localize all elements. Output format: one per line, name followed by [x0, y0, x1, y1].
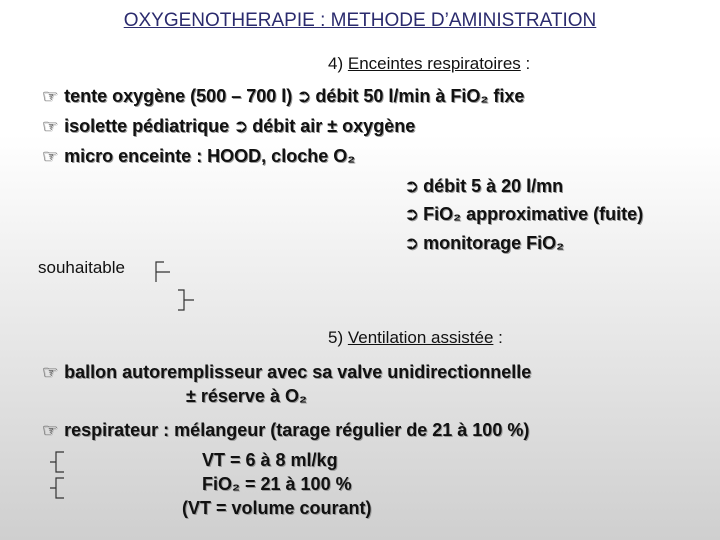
section-5-suffix: :: [498, 328, 503, 347]
pointing-hand-icon: ☞: [42, 362, 59, 383]
item-reserve-o2: ± réserve à O₂: [186, 386, 307, 406]
pointing-hand-icon: ☞: [42, 116, 59, 137]
section-4-label: Enceintes respiratoires: [347, 54, 521, 73]
right-arrow-icon: ➲: [296, 86, 312, 107]
brace-mark: [48, 450, 62, 472]
section-5-number: 5): [328, 328, 344, 347]
right-arrow-icon: ➲: [404, 204, 420, 225]
right-arrow-icon: ➲: [404, 233, 420, 254]
respirateur-detail-note: (VT = volume courant): [182, 498, 372, 518]
brace-mark: [176, 288, 190, 310]
item-micro-enceinte: ☞ micro enceinte : HOOD, cloche O₂: [42, 146, 356, 167]
respirateur-detail-fio2: FiO₂ = 21 à 100 %: [202, 474, 352, 494]
page-title: OXYGENOTHERAPIE : METHODE D’AMINISTRATION: [123, 10, 597, 31]
brace-mark: [48, 476, 62, 498]
right-arrow-icon: ➲: [404, 176, 420, 197]
item-tente-oxygene: ☞ tente oxygène (500 – 700 l) ➲ débit 50 l/min à FiO₂ fixe: [42, 86, 525, 107]
respirateur-detail-vt: VT = 6 à 8 ml/kg: [202, 450, 338, 470]
souhaitable-label: souhaitable: [38, 258, 125, 277]
section-4-number: 4): [328, 54, 344, 73]
right-arrow-icon: ➲: [233, 116, 249, 137]
item-ballon: ☞ ballon autoremplisseur avec sa valve unidirectionnelle: [42, 362, 532, 383]
section-5-heading: [328, 328, 503, 348]
item-isolette: ☞ isolette pédiatrique ➲ débit air ± oxygène: [42, 116, 416, 137]
pointing-hand-icon: ☞: [42, 420, 59, 441]
item-respirateur: ☞ respirateur : mélangeur (tarage régulier de 21 à 100 %): [42, 420, 530, 441]
section-4-suffix: :: [525, 54, 531, 73]
hood-detail-debit: ➲ débit 5 à 20 l/mn: [404, 176, 564, 197]
pointing-hand-icon: ☞: [42, 146, 59, 167]
hood-detail-monitorage: ➲ monitorage FiO₂: [404, 233, 565, 254]
hood-detail-fio2: ➲ FiO₂ approximative (fuite): [404, 204, 644, 225]
brace-mark: [150, 260, 164, 282]
section-4-heading: [328, 54, 530, 74]
pointing-hand-icon: ☞: [42, 86, 59, 107]
section-5-label: Ventilation assistée: [347, 328, 494, 347]
